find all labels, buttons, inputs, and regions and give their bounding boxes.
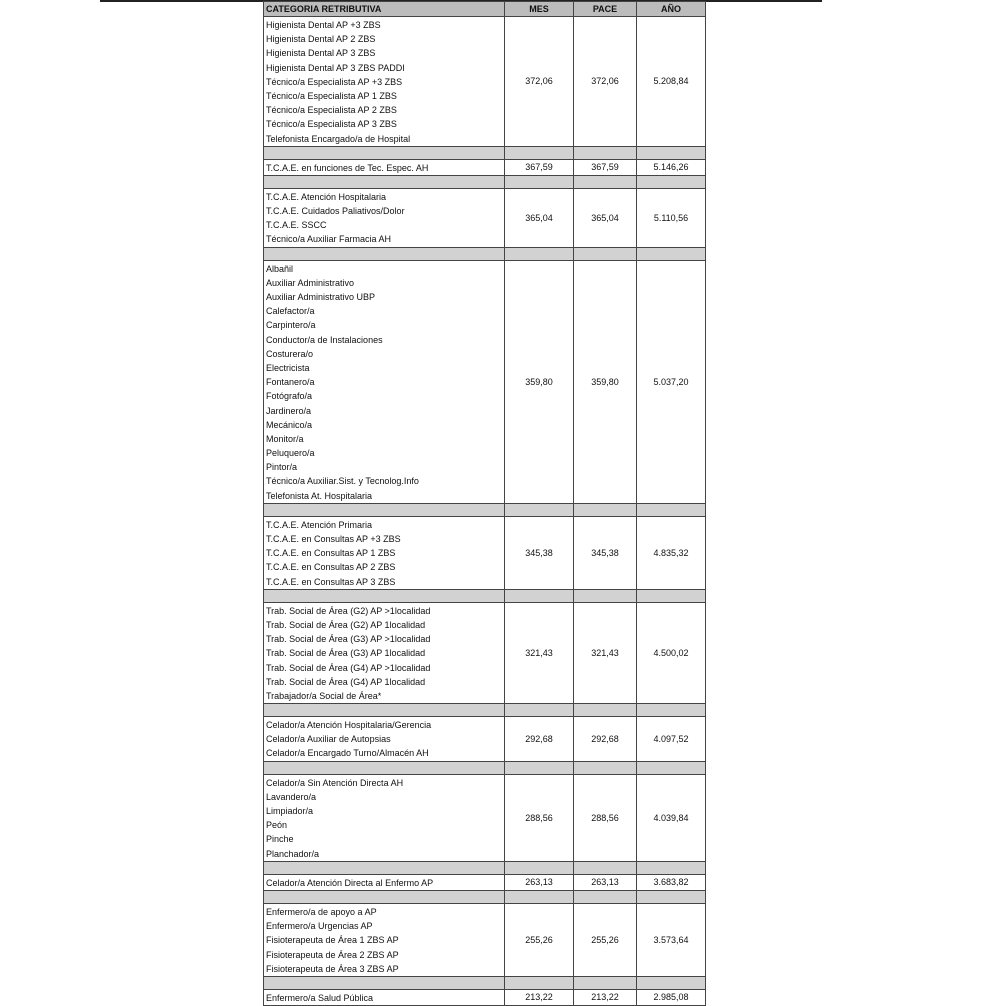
separator-row	[264, 503, 706, 516]
category-name: Higienista Dental AP 2 ZBS	[266, 34, 376, 45]
separator-cell	[574, 704, 637, 717]
category-name: T.C.A.E. Atención Hospitalaria	[266, 191, 387, 202]
table-row	[264, 516, 706, 589]
category-name: Costurera/o	[266, 348, 314, 359]
separator-cell	[264, 503, 505, 516]
separator-row	[264, 976, 706, 989]
category-list	[264, 903, 505, 976]
table-row	[264, 260, 706, 503]
category-name: T.C.A.E. en Consultas AP +3 ZBS	[266, 534, 401, 544]
separator-cell	[505, 761, 574, 774]
separator-row	[264, 861, 706, 874]
separator-cell	[264, 247, 505, 260]
category-list	[264, 874, 505, 890]
separator-row	[264, 704, 706, 717]
category-list	[264, 717, 505, 762]
value-anio: 4.039,84	[637, 774, 706, 861]
separator-cell	[264, 976, 505, 989]
separator-cell	[574, 503, 637, 516]
category-name: Mecánico/a	[266, 419, 313, 430]
separator-cell	[505, 976, 574, 989]
value-pace: 321,43	[574, 602, 637, 703]
separator-cell	[637, 146, 706, 159]
table-row	[264, 159, 706, 175]
value-pace: 255,26	[574, 903, 637, 976]
value-anio: 3.683,82	[637, 874, 706, 890]
separator-cell	[264, 704, 505, 717]
value-anio: 5.110,56	[637, 188, 706, 247]
value-pace: 372,06	[574, 17, 637, 147]
category-list	[264, 17, 505, 147]
separator-cell	[505, 503, 574, 516]
separator-cell	[264, 589, 505, 602]
category-name: Albañil	[266, 263, 294, 274]
category-name: Fisioterapeuta de Área 2 ZBS AP	[266, 949, 399, 960]
separator-cell	[574, 861, 637, 874]
table-body	[264, 17, 706, 1006]
value-pace: 365,04	[574, 188, 637, 247]
value-anio: 4.835,32	[637, 516, 706, 589]
separator-cell	[574, 247, 637, 260]
category-name: T.C.A.E. en Consultas AP 1 ZBS	[266, 548, 396, 559]
separator-cell	[574, 976, 637, 989]
separator-cell	[574, 175, 637, 188]
separator-row	[264, 175, 706, 188]
value-mes: 359,80	[505, 260, 574, 503]
category-name: Trab. Social de Área (G4) AP 1localidad	[266, 676, 426, 687]
separator-cell	[505, 175, 574, 188]
category-name: Higienista Dental AP 3 ZBS PADDI	[266, 62, 405, 73]
separator-cell	[637, 175, 706, 188]
separator-cell	[264, 175, 505, 188]
category-name: Técnico/a Especialista AP 1 ZBS	[266, 90, 397, 101]
pay-table	[263, 1, 706, 1006]
value-mes: 365,04	[505, 188, 574, 247]
category-list	[264, 260, 505, 503]
category-list	[264, 774, 505, 861]
value-mes: 213,22	[505, 989, 574, 1005]
value-anio: 5.208,84	[637, 17, 706, 147]
category-name: Técnico/a Especialista AP 2 ZBS	[266, 105, 397, 116]
value-pace: 345,38	[574, 516, 637, 589]
category-name: Trab. Social de Área (G3) AP >1localidad	[266, 634, 431, 645]
separator-cell	[574, 890, 637, 903]
separator-cell	[264, 761, 505, 774]
header-mes: MES	[505, 2, 574, 17]
category-name: Jardinero/a	[266, 405, 312, 416]
category-name: Trab. Social de Área (G4) AP >1localidad	[266, 662, 431, 673]
category-name: Celador/a Sin Atención Directa AH	[266, 777, 404, 788]
category-list	[264, 989, 505, 1005]
value-mes: 255,26	[505, 903, 574, 976]
category-name: Técnico/a Auxiliar.Sist. y Tecnolog.Info	[266, 476, 419, 487]
category-name: T.C.A.E. Cuidados Paliativos/Dolor	[266, 206, 405, 217]
category-name: Limpiador/a	[266, 806, 314, 816]
value-pace: 263,13	[574, 874, 637, 890]
header-anio: AÑO	[637, 2, 706, 17]
value-anio: 4.500,02	[637, 602, 706, 703]
category-name: Enfermero/a Urgencias AP	[266, 921, 373, 932]
table-row	[264, 717, 706, 762]
category-name: Auxiliar Administrativo UBP	[266, 292, 376, 302]
separator-cell	[637, 704, 706, 717]
separator-row	[264, 247, 706, 260]
separator-row	[264, 589, 706, 602]
category-name: Enfermero/a Salud Pública	[266, 992, 374, 1003]
category-name: Conductor/a de Instalaciones	[266, 334, 383, 345]
separator-cell	[264, 146, 505, 159]
category-name: Celador/a Atención Directa al Enfermo AP	[266, 877, 434, 888]
header-pace: PACE	[574, 2, 637, 17]
category-name: T.C.A.E. Atención Primaria	[266, 519, 373, 530]
separator-cell	[505, 589, 574, 602]
category-name: Calefactor/a	[266, 306, 315, 317]
value-mes: 288,56	[505, 774, 574, 861]
category-name: T.C.A.E. en Consultas AP 3 ZBS	[266, 576, 396, 587]
category-list	[264, 159, 505, 175]
value-mes: 372,06	[505, 17, 574, 147]
table-row	[264, 774, 706, 861]
category-list	[264, 602, 505, 703]
table-row	[264, 602, 706, 703]
separator-cell	[505, 247, 574, 260]
separator-cell	[505, 890, 574, 903]
value-anio: 5.037,20	[637, 260, 706, 503]
separator-cell	[637, 976, 706, 989]
table-header-row	[264, 2, 706, 17]
value-mes: 292,68	[505, 717, 574, 762]
separator-cell	[574, 589, 637, 602]
category-name: Auxiliar Administrativo	[266, 277, 355, 288]
header-category: CATEGORIA RETRIBUTIVA	[264, 2, 505, 17]
category-name: Celador/a Auxiliar de Autopsias	[266, 734, 391, 745]
separator-cell	[637, 761, 706, 774]
value-pace: 292,68	[574, 717, 637, 762]
category-list	[264, 516, 505, 589]
value-mes: 263,13	[505, 874, 574, 890]
separator-cell	[637, 589, 706, 602]
category-name: Telefonista At. Hospitalaria	[266, 490, 373, 501]
value-pace: 213,22	[574, 989, 637, 1005]
separator-cell	[637, 503, 706, 516]
separator-cell	[574, 146, 637, 159]
category-name: Técnico/a Especialista AP +3 ZBS	[266, 76, 403, 87]
value-anio: 4.097,52	[637, 717, 706, 762]
category-name: Trab. Social de Área (G2) AP >1localidad	[266, 605, 431, 616]
category-name: Electricista	[266, 362, 310, 373]
category-name: Celador/a Atención Hospitalaria/Gerencia	[266, 720, 432, 731]
separator-cell	[637, 890, 706, 903]
table-row	[264, 903, 706, 976]
separator-row	[264, 890, 706, 903]
category-name: Peluquero/a	[266, 448, 315, 459]
value-anio: 3.573,64	[637, 903, 706, 976]
category-name: Trab. Social de Área (G2) AP 1localidad	[266, 619, 426, 630]
value-mes: 345,38	[505, 516, 574, 589]
table-row	[264, 188, 706, 247]
table-row	[264, 17, 706, 147]
category-name: Lavandero/a	[266, 791, 317, 802]
category-name: Técnico/a Especialista AP 3 ZBS	[266, 119, 397, 130]
separator-cell	[637, 247, 706, 260]
value-anio: 5.146,26	[637, 159, 706, 175]
category-name: Higienista Dental AP 3 ZBS	[266, 48, 376, 59]
separator-row	[264, 761, 706, 774]
value-mes: 367,59	[505, 159, 574, 175]
category-name: T.C.A.E. SSCC	[266, 220, 327, 231]
table-row	[264, 989, 706, 1005]
value-pace: 367,59	[574, 159, 637, 175]
category-name: Celador/a Encargado Turno/Almacén AH	[266, 748, 429, 759]
value-pace: 359,80	[574, 260, 637, 503]
category-name: Trab. Social de Área (G3) AP 1localidad	[266, 648, 426, 659]
category-name: Peón	[266, 820, 288, 831]
value-mes: 321,43	[505, 602, 574, 703]
separator-row	[264, 146, 706, 159]
separator-cell	[505, 861, 574, 874]
category-name: T.C.A.E. en funciones de Tec. Espec. AH	[266, 162, 429, 173]
category-name: Higienista Dental AP +3 ZBS	[266, 20, 381, 30]
category-name: Pintor/a	[266, 462, 298, 473]
category-name: Pinche	[266, 834, 294, 845]
category-name: Fontanero/a	[266, 377, 315, 388]
category-name: Fisioterapeuta de Área 3 ZBS AP	[266, 963, 399, 974]
category-list	[264, 188, 505, 247]
separator-cell	[574, 761, 637, 774]
category-name: T.C.A.E. en Consultas AP 2 ZBS	[266, 562, 396, 573]
category-name: Trabajador/a Social de Área*	[266, 690, 382, 701]
value-anio: 2.985,08	[637, 989, 706, 1005]
category-name: Planchador/a	[266, 848, 320, 859]
table-row	[264, 874, 706, 890]
value-pace: 288,56	[574, 774, 637, 861]
category-name: Fisioterapeuta de Área 1 ZBS AP	[266, 935, 399, 946]
separator-cell	[505, 146, 574, 159]
category-name: Técnico/a Auxiliar Farmacia AH	[266, 234, 392, 245]
separator-cell	[264, 890, 505, 903]
category-name: Monitor/a	[266, 433, 304, 444]
category-name: Enfermero/a de apoyo a AP	[266, 906, 377, 917]
category-name: Carpintero/a	[266, 320, 316, 331]
category-name: Telefonista Encargado/a de Hospital	[266, 133, 411, 144]
category-name: Fotógrafo/a	[266, 391, 313, 402]
separator-cell	[264, 861, 505, 874]
separator-cell	[637, 861, 706, 874]
separator-cell	[505, 704, 574, 717]
